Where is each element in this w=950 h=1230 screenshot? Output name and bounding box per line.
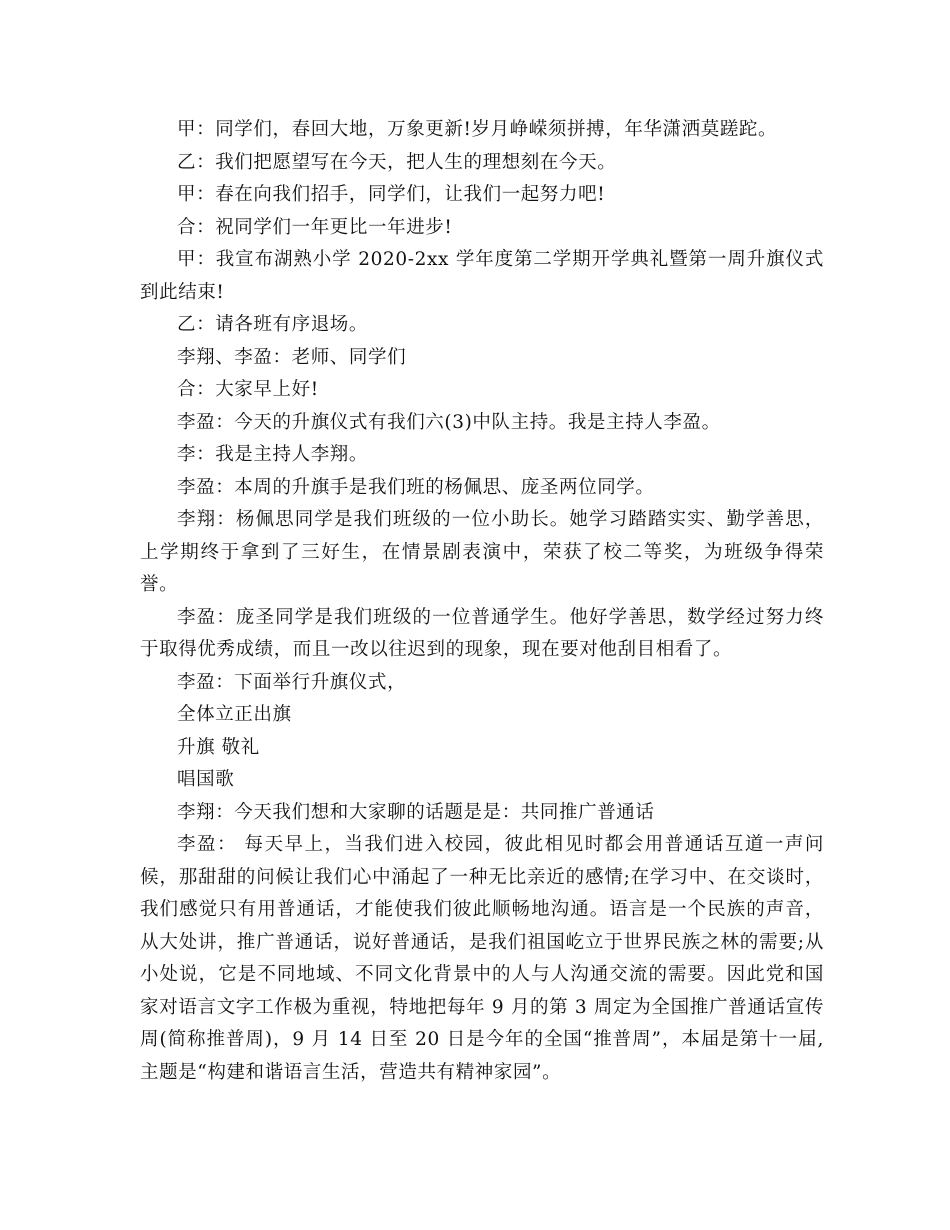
paragraph: 李盈：今天的升旗仪式有我们六(3)中队主持。我是主持人李盈。 (177, 411, 721, 433)
paragraph: 李翔、李盈：老师、同学们 (177, 346, 407, 368)
paragraph: 升旗 敬礼 (177, 736, 260, 758)
paragraph: 甲：我宣布湖熟小学 2020-2xx 学年度第二学期开学典礼暨第一周升旗仪式到此结束! (140, 249, 824, 303)
paragraph: 李盈：本周的升旗手是我们班的杨佩思、庞圣两位同学。 (177, 476, 655, 498)
paragraph: 李盈： 每天早上，当我们进入校园，彼此相见时都会用普通话互道一声问候，那甜甜的问候让我们心中涌起了一种无比亲近的感情;在学习中、在交谈时，我们感觉只有用普通话，才能使我们彼此顺畅地沟通。语言是一个民族的声音，从大处讲，推广普通话，说好普通话，是我们祖国屹立于世界民族之林的需要;从小处说，它是不同地域、不同文化背景中的人与人沟通交流的需要。因此党和国家对语言文字工作极为重视，特地把每年 9 月的第 3 周定为全国推广普通话宣传周(简称推普周)，9 月 14 日至 20 日是今年的全国“推普周”，本届是第十一届,主题是“构建和谐语言生活，营造共有精神家园”。 (140, 834, 824, 1083)
paragraph: 乙：我们把愿望写在今天，把人生的理想刻在今天。 (177, 151, 617, 173)
paragraph: 甲：春在向我们招手，同学们，让我们一起努力吧! (177, 184, 606, 205)
paragraph: 合：祝同学们一年更比一年进步! (177, 216, 453, 238)
paragraph: 全体立正出旗 (177, 704, 292, 725)
document-body (140, 114, 824, 1089)
paragraph: 合：大家早上好! (177, 379, 319, 400)
paragraph: 李盈：下面举行升旗仪式， (177, 671, 407, 693)
paragraph: 甲：同学们，春回大地，万象更新!岁月峥嵘须拼搏，年华潇洒莫蹉跎。 (177, 119, 778, 140)
paragraph: 唱国歌 (177, 769, 235, 790)
paragraph: 乙：请各班有序退场。 (177, 314, 369, 335)
paragraph: 李盈：庞圣同学是我们班级的一位普通学生。他好学善思，数学经过努力终于取得优秀成绩，而且一改以往迟到的现象，现在要对他刮目相看了。 (140, 606, 824, 660)
paragraph: 李：我是主持人李翔。 (177, 444, 369, 465)
paragraph: 李翔：今天我们想和大家聊的话题是是：共同推广普通话 (177, 801, 655, 823)
paragraph: 李翔：杨佩思同学是我们班级的一位小助长。她学习踏踏实实、勤学善思，上学期终于拿到了三好生，在情景剧表演中，荣获了校二等奖，为班级争得荣誉。 (140, 509, 824, 595)
